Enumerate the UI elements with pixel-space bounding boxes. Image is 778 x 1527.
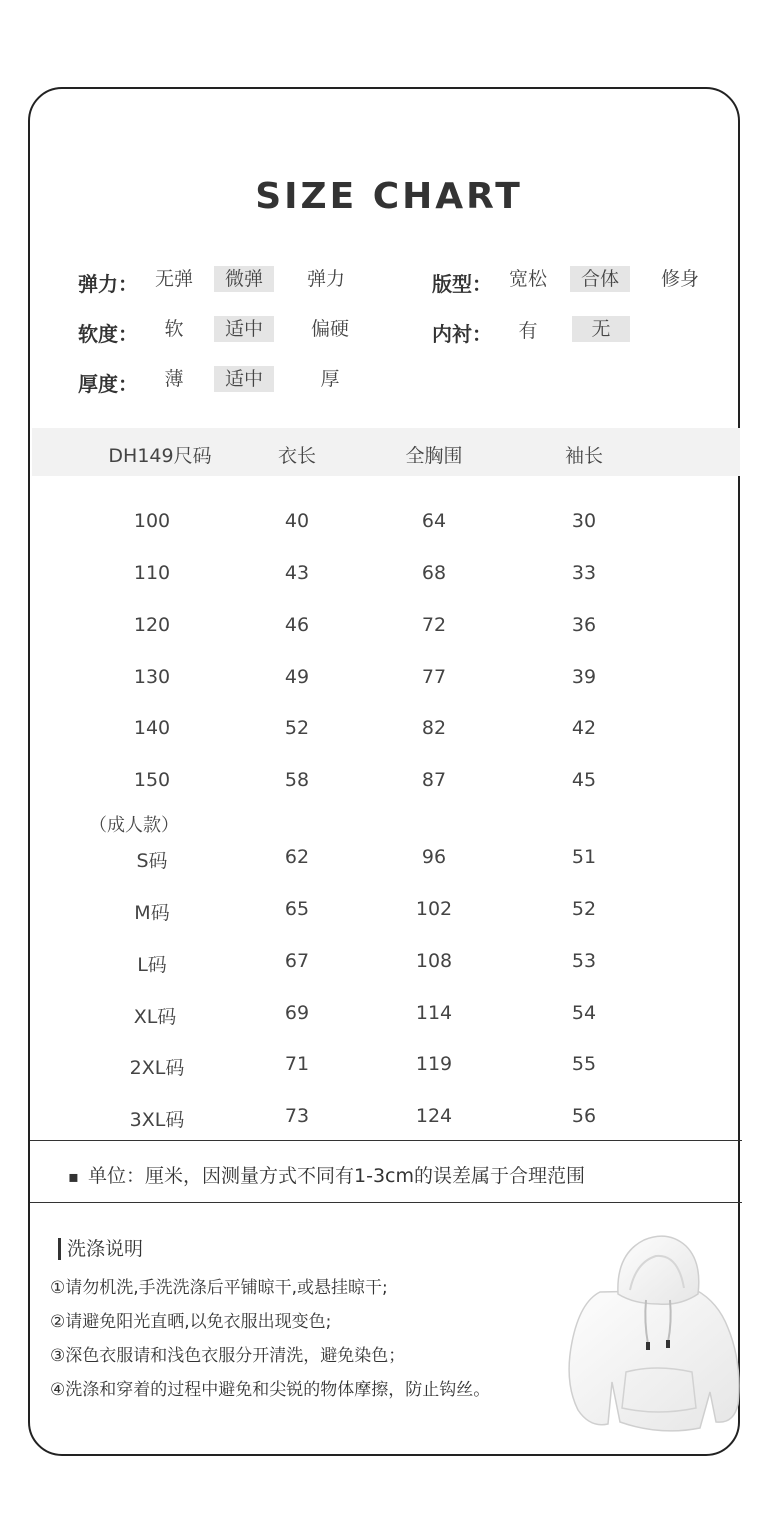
cell-size: 110 [133,562,171,584]
cell-size: 2XL码 [129,1057,185,1079]
lining-label: 内衬： [432,322,492,346]
unit-note: 单位：厘米，因测量方式不同有1-3cm的误差属于合理范围 [88,1165,585,1187]
cell-chest: 64 [421,510,447,532]
cell-length: 58 [284,769,310,791]
thickness-label: 厚度： [78,372,138,396]
cell-chest: 108 [415,950,453,972]
cell-chest: 119 [415,1053,453,1075]
cell-length: 69 [284,1002,310,1024]
elasticity-label: 弹力： [78,272,138,296]
fit-option-loose: 宽松 [508,268,547,290]
cell-size: 100 [133,510,171,532]
header-length: 衣长 [277,445,316,467]
cell-sleeve: 53 [571,950,597,972]
cell-size: XL码 [133,1006,177,1028]
cell-size: S码 [136,850,168,872]
cell-sleeve: 54 [571,1002,597,1024]
cell-size: L码 [137,954,167,976]
elasticity-option-elastic: 弹力 [306,268,345,290]
thickness-option-medium: 适中 [214,366,274,392]
cell-sleeve: 45 [571,769,597,791]
cell-chest: 87 [421,769,447,791]
cell-sleeve: 33 [571,562,597,584]
cell-size: 120 [133,614,171,636]
washing-line-3: ③深色衣服请和浅色衣服分开清洗，避免染色； [50,1346,406,1366]
cell-sleeve: 55 [571,1053,597,1075]
cell-length: 43 [284,562,310,584]
cell-sleeve: 42 [571,717,597,739]
fit-option-regular: 合体 [570,266,630,292]
fit-option-slim: 修身 [660,268,699,290]
cell-length: 67 [284,950,310,972]
cell-chest: 96 [421,846,447,868]
washing-line-4: ④洗涤和穿着的过程中避免和尖锐的物体摩擦，防止钩丝。 [50,1380,491,1400]
softness-option-soft: 软 [164,318,184,340]
cell-length: 71 [284,1053,310,1075]
cell-chest: 72 [421,614,447,636]
softness-label: 软度： [78,322,138,346]
hoodie-image [560,1232,742,1438]
cell-chest: 82 [421,717,447,739]
thickness-option-thin: 薄 [164,368,184,390]
cell-length: 52 [284,717,310,739]
cell-size: 150 [133,769,171,791]
fit-label: 版型： [432,272,492,296]
page-title: SIZE CHART [255,176,523,217]
cell-length: 73 [284,1105,310,1127]
cell-sleeve: 36 [571,614,597,636]
washing-line-2: ②请避免阳光直晒,以免衣服出现变色; [50,1312,332,1332]
cell-chest: 68 [421,562,447,584]
cell-length: 49 [284,666,310,688]
note-bullet: ▪ [68,1167,79,1186]
cell-size: 140 [133,717,171,739]
thickness-option-thick: 厚 [320,368,340,390]
cell-sleeve: 39 [571,666,597,688]
cell-sleeve: 56 [571,1105,597,1127]
cell-chest: 77 [421,666,447,688]
adult-section-label: （成人款） [89,815,179,836]
cell-chest: 124 [415,1105,453,1127]
washing-line-1: ①请勿机洗,手洗洗涤后平铺晾干,或悬挂晾干; [50,1278,388,1298]
header-chest: 全胸围 [405,445,463,467]
header-size: DH149尺码 [108,445,212,467]
lining-option-no: 无 [572,316,630,342]
cell-size: M码 [134,902,170,924]
elasticity-option-none: 无弹 [154,268,193,290]
softness-option-medium: 适中 [214,316,274,342]
cell-length: 46 [284,614,310,636]
lining-option-yes: 有 [518,320,538,342]
cell-length: 62 [284,846,310,868]
cell-sleeve: 30 [571,510,597,532]
softness-option-hard: 偏硬 [310,318,349,340]
cell-length: 40 [284,510,310,532]
divider [30,1202,742,1203]
washing-title: 洗涤说明 [58,1238,143,1260]
divider [30,1140,742,1141]
cell-size: 3XL码 [129,1109,185,1131]
cell-length: 65 [284,898,310,920]
header-sleeve: 袖长 [564,445,603,467]
cell-size: 130 [133,666,171,688]
elasticity-option-slight: 微弹 [214,266,274,292]
cell-chest: 102 [415,898,453,920]
cell-sleeve: 52 [571,898,597,920]
cell-chest: 114 [415,1002,453,1024]
cell-sleeve: 51 [571,846,597,868]
